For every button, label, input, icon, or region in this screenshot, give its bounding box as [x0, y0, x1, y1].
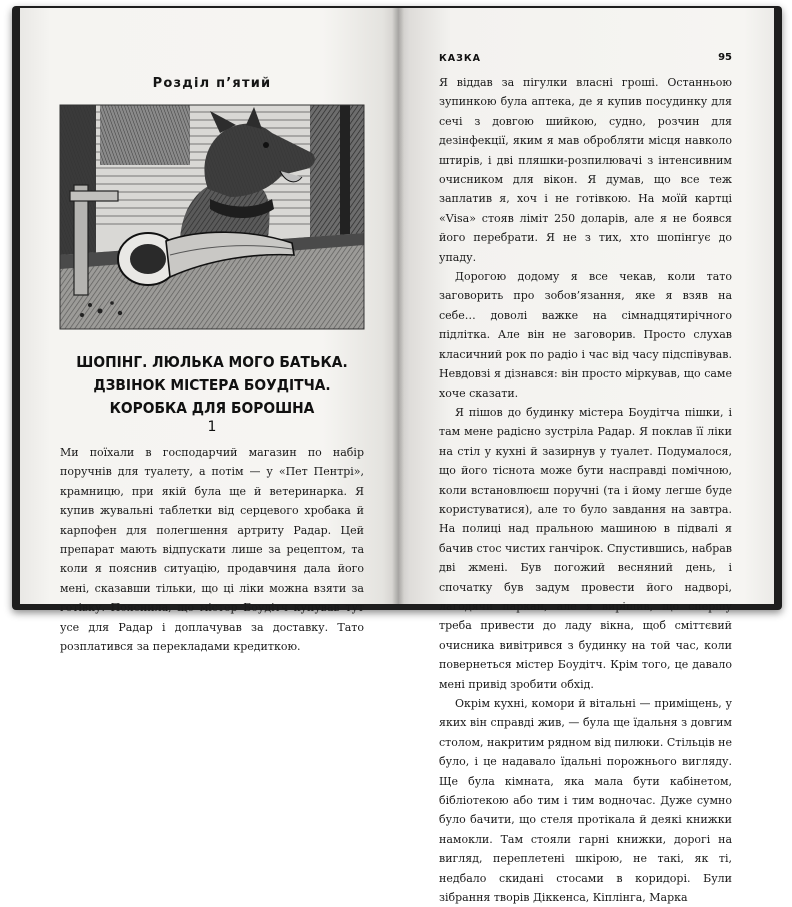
section-number: 1 [207, 419, 217, 435]
paragraph: Я пішов до будинку містера Боудітча пішки, і там мене радісно зустріла Радар. Я поклав її ліки на стіл у кухні й зазирнув у туалет. Подумалося, що його тіснота може бути насправді помічною, коли встановлюєш поручні (та і йому легше буде користуватися), але то було завдання на завтра. На полиці над пральною машиною в підвалі я бачив стос чистих ганчірок. Спустившись, набрав дві жмені. Був погожий весняний день, і спочатку був задум провести його надворі, лагодячи паркан, але я вирішив, що спершу треба привести до ладу вікна, щоб сміттєвий очисника вивітрився з будинку на той час, коли повернеться містер Боудітч. Крім того, це давало мені привід зробити обхід. [439, 405, 732, 691]
left-page [20, 8, 398, 654]
page-number: 95 [718, 52, 732, 63]
right-page [398, 8, 774, 905]
paragraph: Дорогою додому я все чекав, коли тато заговорить про зобов’язання, яке я взяв на себе… доволі важке на сімнадцятирічного підлітка. Але він не заговорив. Просто слухав класичний рок по радіо і час від часу підспівував. Невдовзі я дізнався: він просто міркував, що саме хоче сказати. [439, 270, 732, 400]
dog-illustration [60, 105, 364, 329]
paragraph: Ми поїхали в господарчий магазин по набір поручнів для туалету, а потім — у «Пет Пентрі», крамницю, при якій була ще й ветеринарка. Я купив жувальні таблетки від серцевого хробака й карпофен для полегшення артриту Радар. Цей препарат мають відпускати лише за рецептом, та коли я пояснив ситуацію, продавчиня дала його мені, сказавши тільки, що ці ліки можна взяти за готівку. Пояснила, що містер Боудітч купував тут усе для Радар і доплачував за доставку. Тато розплатився за перекладами кредиткою. [60, 446, 364, 654]
book-spread [20, 8, 774, 905]
paragraph: Я віддав за пігулки власні гроші. Останньою зупинкою була аптека, де я купив посудинку для сечі з довгою шийкою, судно, розчин для дезінфекції, яким я мав обробляти місця навколо штирів, і дві пляшки-розпилювачі з інтенсивним очисником для вікон. Я думав, що все теж заплатив я, хоч і не готівкою. На моїй картці «Visa» стояв ліміт 250 доларів, але я не боявся його перебрати. Я не з тих, хто шопінгує до упаду. [439, 76, 732, 264]
running-head: КАЗКА [439, 53, 481, 64]
dog-with-pipe-image [60, 105, 364, 329]
chapter-title: ШОПІНГ. ЛЮЛЬКА МОГО БАТЬКА. ДЗВІНОК МІСТЕРА БОУДІТЧА. КОРОБКА ДЛЯ БОРОШНА [76, 353, 348, 417]
right-body-text [439, 73, 732, 907]
paragraph: Окрім кухні, комори й вітальні — приміщень, у яких він справді жив, — була ще їдальня з довгим столом, накритим рядном від пилюки. Стільців не було, і це надавало їдальні порожнього вигляду. Ще була кімната, яка мала бути кабінетом, бібліотекою або тим і тим водночас. Дуже сумно було бачити, що стеля протікала й деякі книжки намокли. Там стояли гарні книжки, дорогі на вигляд, переплетені шкірою, не такі, як ті, недбало скидані стосами в коридорі. Були зібрання творів Діккенса, Кіплінга, Марка [439, 697, 732, 905]
chapter-label: Розділ п’ятий [152, 76, 272, 91]
left-body-text [60, 443, 364, 656]
book-gutter [392, 8, 404, 604]
